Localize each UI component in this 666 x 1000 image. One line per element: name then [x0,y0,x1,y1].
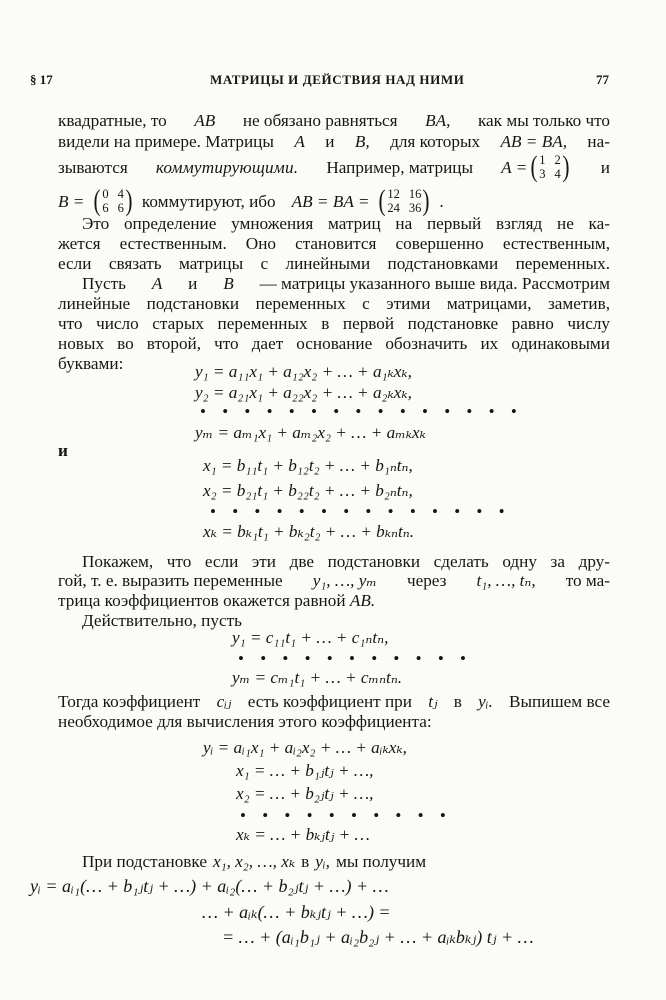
text-fragment: и [188,274,198,293]
equation-row: yₘ = aₘ₁x₁ + aₘ₂x₂ + … + aₘₖxₖ [195,423,426,442]
ellipsis-dots: • • • • • • • • • • [240,806,452,825]
text-line: что число старых переменных в первой подстановке равно числу [58,314,610,333]
text-fragment: мы получим [335,852,427,871]
left-paren: ( [530,150,538,183]
math-inline: t₁, …, tₙ, [476,571,536,590]
text-fragment: — матрицы указанного выше вида. Рассмотрим [259,274,610,293]
text-line [58,110,610,131]
text-fragment: . [439,191,444,211]
text-fragment: в [453,692,462,711]
math-inline: AB [194,111,216,130]
text-line [82,851,426,872]
text-line: Покажем, что если эти две подстановки сделать одну за дру- [82,552,610,571]
math-inline: x₁, x₂, …, xₖ [212,852,296,871]
math-inline: A = [501,157,528,177]
matrix-cell: 12 [387,187,400,201]
equation-row: y₁ = a₁₁x₁ + a₁₂x₂ + … + a₁ₖxₖ, [195,362,412,381]
math-inline: B, [354,132,370,151]
right-paren: ) [422,184,430,217]
math-inline: AB. [349,591,376,610]
equation-row: xₖ = bₖ₁t₁ + bₖ₂t₂ + … + bₖₙtₙ. [203,522,414,541]
text-fragment: трица коэффициентов окажется равной [58,591,346,610]
right-paren: ) [125,184,133,217]
equation-row: y₂ = a₂₁x₁ + a₂₂x₂ + … + a₂ₖxₖ, [195,383,412,402]
running-title: МАТРИЦЫ И ДЕЙСТВИЯ НАД НИМИ [210,72,465,87]
section-number: § 17 [30,72,53,87]
matrix-b [92,186,134,216]
text-line: буквами: [58,354,124,373]
math-inline: A [151,274,163,293]
text-fragment: и [600,157,610,177]
text-fragment: квадратные, то [58,111,167,130]
matrix-cell: 0 [102,187,109,201]
math-inline: y₁, …, yₘ [312,571,377,590]
equation-row: yₘ = cₘ₁t₁ + … + cₘₙtₙ. [232,668,403,687]
page-number: 77 [596,72,609,87]
matrix-cells [539,153,561,181]
matrix-ab [377,186,431,216]
text-fragment: то ма- [565,571,610,590]
text-line [58,691,610,712]
left-paren: ( [378,184,386,217]
matrix-cell: 36 [408,201,422,215]
text-fragment: есть коэффициент при [247,692,412,711]
text-line: если связать матрицы с линейными подстановками переменных. [58,254,610,273]
equation-row: x₂ = … + b₂ⱼtⱼ + …, [236,784,374,803]
text-fragment: При подстановке [82,852,207,871]
matrix-cell: 4 [117,187,124,201]
equation-row: xₖ = … + bₖⱼtⱼ + … [236,825,370,844]
math-inline: B = [58,191,85,211]
text-line: Это определение умножения матриц на первый взгляд не ка- [82,214,610,233]
matrix-cell: 3 [539,167,546,181]
text-line [82,273,610,294]
equation-row: yᵢ = aᵢ₁(… + b₁ⱼtⱼ + …) + aᵢ₂(… + b₂ⱼtⱼ + …) + … [30,876,389,896]
math-inline: yᵢ, [315,852,330,871]
right-paren: ) [562,150,570,183]
matrix-cell: 1 [539,153,546,167]
text-fragment: Пусть [82,274,126,293]
text-line [58,150,610,184]
equation-row: = … + (aᵢ₁b₁ⱼ + aᵢ₂b₂ⱼ + … + aᵢₖbₖⱼ) tⱼ + … [222,927,534,947]
text-line: новых во второй, что дает основание обозначить их одинаковыми [58,334,610,353]
equation-row: yᵢ = aᵢ₁x₁ + aᵢ₂x₂ + … + aᵢₖxₖ, [203,738,407,757]
text-fragment: для которых [390,132,481,151]
matrix-expression [501,152,573,182]
text-fragment: на- [587,132,610,151]
math-inline: tⱼ [428,692,438,711]
equation-row: … + aᵢₖ(… + bₖⱼtⱼ + …) = [202,902,391,922]
matrix-cell: 24 [387,201,400,215]
text-fragment: зываются [58,157,128,177]
text-fragment: коммутируют, ибо [141,191,276,211]
text-fragment: и [325,132,335,151]
math-inline: BA, [425,111,451,130]
text-fragment: не обязано равняться [242,111,398,130]
math-inline: AB = BA = [291,191,370,211]
text-fragment: как мы только что [477,111,610,130]
ellipsis-dots: • • • • • • • • • • • • • • • [200,402,523,421]
text-line: жется естественным. Оно становится совершенно естественным, [58,234,610,253]
equation-row: x₂ = b₂₁t₁ + b₂₂t₂ + … + b₂ₙtₙ, [203,481,413,500]
ellipsis-dots: • • • • • • • • • • • • • • [210,502,511,521]
text-fragment: гой, т. е. выразить переменные [58,571,283,590]
term-italic: коммутирующими. [155,157,299,177]
math-inline: yᵢ. [478,692,493,711]
math-inline: B [223,274,234,293]
matrix-cell: 2 [554,153,561,167]
text-line [58,590,375,611]
matrix-cell: 6 [102,201,109,215]
matrix-cell: 6 [117,201,124,215]
math-inline: A [294,132,305,151]
equation-row: y₁ = c₁₁t₁ + … + c₁ₙtₙ, [232,628,389,647]
equation-row: x₁ = b₁₁t₁ + b₁₂t₂ + … + b₁ₙtₙ, [203,456,413,475]
text-fragment: Выпишем все [509,692,610,711]
text-line: Действительно, пусть [82,611,242,630]
equation-row: x₁ = … + b₁ⱼtⱼ + …, [236,761,374,780]
text-fragment: видели на примере. Матрицы [58,132,274,151]
matrix-cells [102,187,124,215]
text-fragment: Тогда коэффициент [58,692,201,711]
text-line [58,570,610,591]
math-inline: cᵢⱼ [216,692,232,711]
matrix-cell: 4 [554,167,561,181]
text-fragment: в [301,852,310,871]
text-line: линейные подстановки переменных с этими матрицами, заметив, [58,294,610,313]
math-inline: AB = BA, [500,132,567,151]
text-line [58,131,610,152]
matrix-cell: 16 [408,187,422,201]
matrix-a [529,152,571,182]
text-fragment: через [406,571,447,590]
ellipsis-dots: • • • • • • • • • • • [238,649,472,668]
left-paren: ( [93,184,101,217]
text-fragment: Например, матрицы [326,157,474,177]
conjunction: и [58,441,68,460]
matrix-cells [387,187,421,215]
text-line: необходимое для вычисления этого коэффициента: [58,712,432,731]
